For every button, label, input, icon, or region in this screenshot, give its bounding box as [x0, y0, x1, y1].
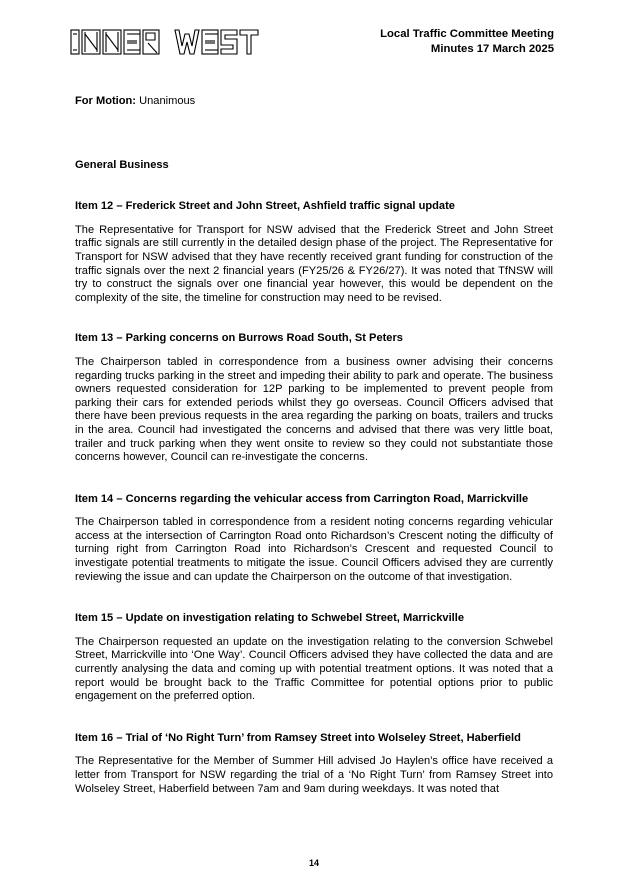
agenda-item-14 [75, 493, 553, 585]
item-title: Item 13 – Parking concerns on Burrows Road South, St Peters [75, 332, 403, 345]
agenda-item-15 [75, 612, 553, 704]
motion-label: For Motion: [75, 95, 136, 107]
general-business-heading: General Business [75, 158, 169, 171]
minutes-date: Minutes 17 March 2025 [430, 42, 554, 55]
item-body: The Representative for Transport for NSW advised that the Frederick Street and John Street traffic signals are still currently in the detailed design phase of the project. The Representative for Transport for NSW advised that they have recently received grant funding for construction of the traffic signals over the next 2 financial years (FY25/26 & FY26/27). It was noted that TfNSW will try to construct the signals over one financial year however, this would be dependent on the complexity of the site, the timeline for construction may need to be revised. [75, 223, 553, 304]
item-body: The Representative for the Member of Summer Hill advised Jo Haylen’s office have received a letter from Transport for NSW regarding the trial of a ‘No Right Turn’ from Ramsey Street into Wolseley Street, Haberfield between 7am and 9am during weekdays. It was noted that [75, 755, 553, 795]
agenda-item-13 [75, 332, 553, 464]
agenda-item-16 [75, 732, 553, 796]
item-title: Item 12 – Frederick Street and John Street, Ashfield traffic signal update [75, 200, 455, 213]
item-body: The Chairperson tabled in correspondence from a resident noting concerns regarding vehicular access at the intersection of Carrington Road onto Richardson’s Crescent noting the difficulty of turning right from Carrington Road into Richardson’s Crescent and requested Council to investigate potential treatments to mitigate the issue. Council Officers advised they are currently reviewing the issue and can update the Chairperson on the outcome of that investigation. [75, 516, 553, 583]
inner-west-logo [70, 26, 270, 58]
item-body: The Chairperson tabled in correspondence from a business owner advising their concerns regarding trucks parking in the street and impeding their ability to park and operate. The business owners requested consideration for 12P parking to be implemented to prevent people from parking their cars for extended periods whilst they go overseas. Council Officers advised that there have been previous requests in the area regarding the parking on boats, trailers and trucks in the area. Council had investigated the concerns and advised that there was very little boat, trailer and truck parking when they went onsite to review so they could not substantiate those concerns however, Council can re-investigate the concerns. [75, 355, 553, 464]
motion-line [75, 95, 553, 109]
motion-value: Unanimous [139, 95, 196, 107]
header-meeting-info [380, 27, 554, 56]
item-title: Item 16 – Trial of ‘No Right Turn’ from Ramsey Street into Wolseley Street, Haberfield [75, 731, 521, 744]
agenda-item-12 [75, 200, 553, 305]
minutes-content [75, 95, 553, 796]
item-title: Item 14 – Concerns regarding the vehicular access from Carrington Road, Marrickville [75, 492, 529, 505]
page-number: 14 [308, 858, 319, 868]
item-title: Item 15 – Update on investigation relating to Schwebel Street, Marrickville [75, 612, 465, 625]
item-body: The Chairperson requested an update on the investigation relating to the conversion Schwebel Street, Marrickville into ‘One Way’. Council Officers advised they have collected the data and are currently analysing the data and coming up with potential treatment options. It was noted that a report would be brought back to the Traffic Committee for potential options prior to public engagement on the preferred option. [75, 635, 553, 703]
meeting-title: Local Traffic Committee Meeting [380, 28, 554, 40]
